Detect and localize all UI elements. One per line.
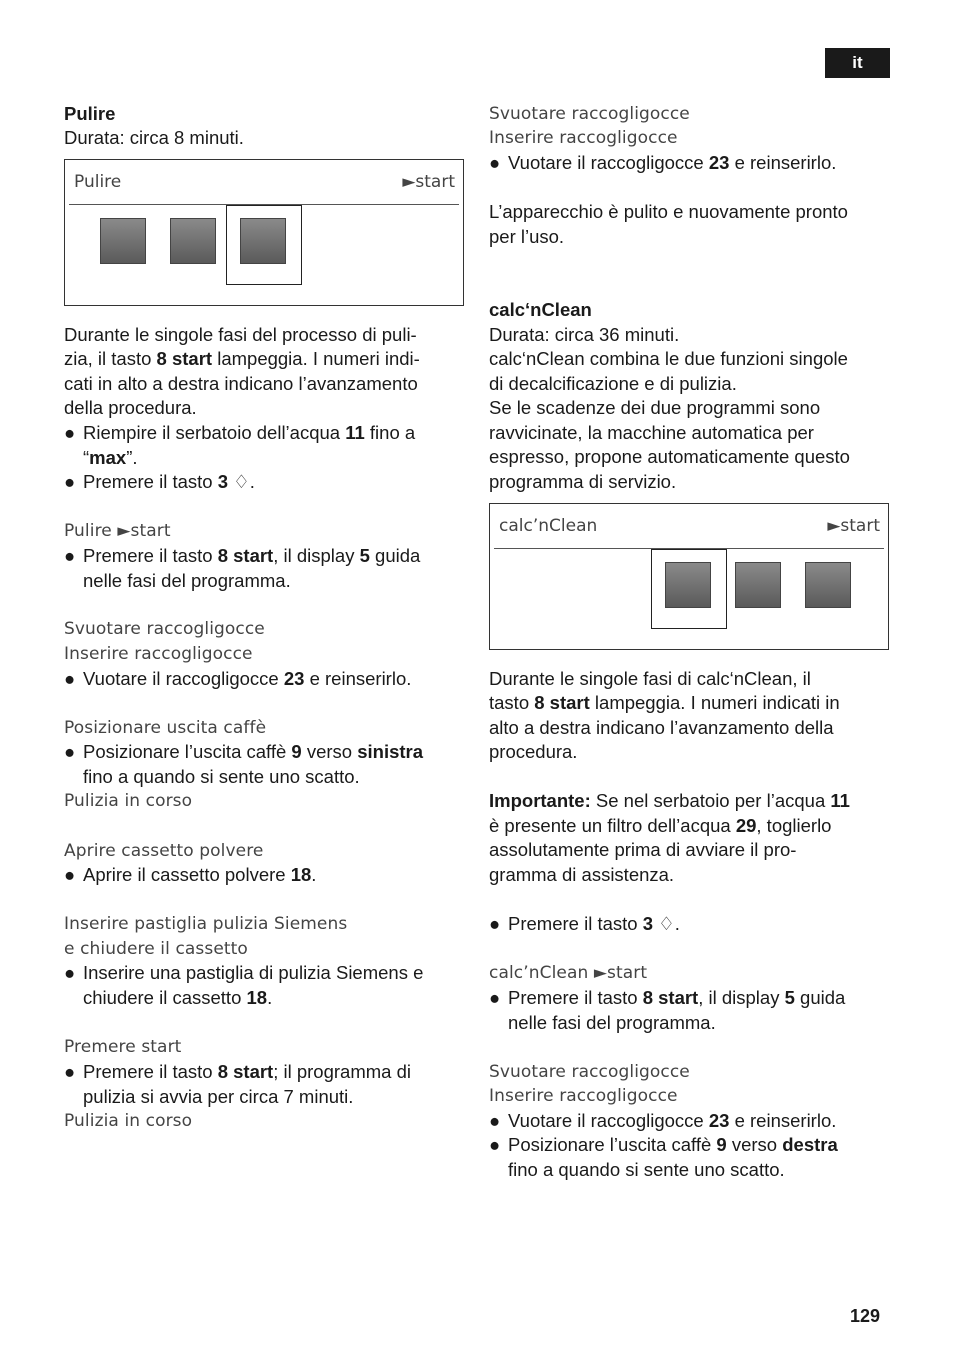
text-span: Premere il tasto: [83, 1061, 218, 1082]
text-span: .: [267, 986, 273, 1008]
text-span: Riempire il serbatoio dell’acqua: [83, 422, 346, 443]
display-message: Svuotare raccogligocce: [489, 1062, 690, 1082]
text-span: fino a quando si sente uno scatto.: [83, 765, 360, 787]
text-span: Premere il tasto: [508, 913, 643, 934]
list-item: ● Premere il tasto 8 start, il display 5 guida nelle fasi del programma.: [489, 986, 889, 1036]
text-span: Premere il tasto: [83, 471, 218, 492]
key-ref: destra: [782, 1134, 838, 1155]
screen-title: Pulire: [74, 172, 122, 192]
milk-glass-icon: [100, 218, 146, 264]
coffee-outlet-icon: [665, 562, 711, 608]
text-span: nelle fasi del programma.: [508, 1011, 716, 1033]
display-message: Svuotare raccogligocce: [489, 104, 690, 124]
list-item: ● Inserire una pastiglia di pulizia Siemens e chiudere il cassetto 18.: [64, 962, 424, 1008]
text-span: verso: [726, 1134, 783, 1155]
display-message: Aprire cassetto polvere: [64, 841, 264, 861]
text-line: alto a destra indicano l’avanzamento della: [489, 717, 834, 738]
display-message: Inserire raccogligocce: [489, 1086, 678, 1106]
text-span: e reinserirlo.: [729, 152, 837, 173]
display-message: Pulizia in corso: [64, 791, 193, 811]
key-ref: sinistra: [357, 741, 424, 762]
text-span: Posizionare l’uscita caffè: [83, 741, 292, 762]
text-span: lampeggia. I numeri indicati in: [589, 692, 840, 713]
text-span: guida: [794, 987, 846, 1008]
display-message: Inserire raccogligocce: [64, 644, 253, 664]
key-ref: 8 start: [217, 545, 274, 566]
key-ref: 29: [735, 815, 757, 836]
text-line: programma di servizio.: [489, 471, 677, 492]
text-line: espresso, propone automaticamente questo: [489, 446, 850, 467]
key-ref: 23: [708, 152, 730, 173]
text-line: Durante le singole fasi del processo di puli-: [64, 324, 417, 345]
display-message: e chiudere il cassetto: [64, 939, 248, 959]
section-heading-calcnclean: calc‘nClean: [489, 299, 592, 320]
key-ref: 8 start: [217, 1061, 274, 1082]
page-number: 129: [850, 1306, 881, 1326]
key-ref: 5: [784, 987, 795, 1008]
list-item: ● Posizionare l’uscita caffè 9 verso destra fino a quando si sente uno scatto.: [489, 1133, 889, 1183]
text-span: chiudere il cassetto: [83, 986, 247, 1008]
list-item: ● Posizionare l’uscita caffè 9 verso sinistra fino a quando si sente uno scatto.: [64, 740, 464, 790]
text-span: Premere il tasto: [83, 545, 218, 566]
text-span: ♢.: [227, 471, 255, 492]
text-span: Premere il tasto: [508, 987, 643, 1008]
key-ref: 8 start: [534, 692, 590, 713]
display-message: calc’nClean ►start: [489, 963, 648, 983]
text-span: verso: [301, 741, 358, 762]
list-item: ● Aprire il cassetto polvere 18.: [64, 864, 317, 885]
display-message: Inserire raccogligocce: [489, 128, 678, 148]
list-item: ● Vuotare il raccogligocce 23 e reinserirlo.: [489, 152, 837, 173]
text-span: nelle fasi del programma.: [83, 569, 291, 591]
text-span: ”.: [126, 446, 138, 468]
text-span: Vuotare il raccogligocce: [508, 152, 709, 173]
text-line: per l’uso.: [489, 226, 565, 247]
display-screen-pulire: [64, 159, 464, 306]
key-ref: 9: [716, 1134, 727, 1155]
text-line: ravvicinate, la macchine automatica per: [489, 422, 814, 443]
text-span: Posizionare l’uscita caffè: [508, 1134, 717, 1155]
display-message: Pulizia in corso: [64, 1111, 193, 1131]
text-span: fino a: [364, 422, 416, 443]
text-line: assolutamente prima di avviare il pro-: [489, 839, 797, 860]
key-ref: 11: [830, 790, 850, 811]
key-ref: 5: [359, 545, 370, 566]
key-ref: max: [89, 446, 127, 468]
text-span: Vuotare il raccogligocce: [508, 1110, 709, 1131]
language-tab: it: [825, 48, 890, 78]
drip-tray-icon: [170, 218, 216, 264]
text-span: e reinserirlo.: [729, 1110, 837, 1131]
key-ref: 23: [283, 668, 305, 689]
text-span: zia, il tasto: [64, 348, 157, 369]
list-item: ● Premere il tasto 3 ♢.: [489, 913, 680, 934]
text-line: della procedura.: [64, 397, 197, 418]
text-span: ; il programma di: [273, 1061, 411, 1082]
milk-glass-icon: [735, 562, 781, 608]
list-item: ● Vuotare il raccogligocce 23 e reinserirlo.: [64, 668, 412, 689]
text-span: Se nel serbatoio per l’acqua: [590, 790, 831, 811]
section-heading-pulire: Pulire: [64, 103, 116, 124]
text-span: lampeggia. I numeri indi-: [212, 348, 420, 369]
screen-start-label: ►start: [402, 172, 455, 192]
key-ref: 18: [290, 864, 312, 885]
text-span: , il display: [698, 987, 785, 1008]
text-line: gramma di assistenza.: [489, 864, 675, 885]
text-span: tasto: [489, 692, 535, 713]
key-ref: 8 start: [156, 348, 213, 369]
key-ref: 18: [246, 986, 268, 1008]
key-ref: 3: [217, 471, 228, 492]
text-span: , toglierlo: [756, 815, 832, 836]
list-item: ● Vuotare il raccogligocce 23 e reinserirlo.: [489, 1110, 837, 1131]
coffee-outlet-icon: [240, 218, 286, 264]
text-span: fino a quando si sente uno scatto.: [508, 1158, 785, 1180]
text-line: Se le scadenze dei due programmi sono: [489, 397, 821, 418]
display-message: Pulire ►start: [64, 521, 171, 541]
display-message: Posizionare uscita caffè: [64, 718, 267, 738]
key-ref: 11: [345, 422, 365, 443]
screen-title: calc’nClean: [499, 516, 598, 536]
text-line: L’apparecchio è pulito e nuovamente pronto: [489, 201, 848, 222]
text-span: guida: [369, 545, 421, 566]
text-line: di decalcificazione e di pulizia.: [489, 373, 737, 394]
key-ref: 9: [291, 741, 302, 762]
text-line: procedura.: [489, 741, 578, 762]
text-line: calc‘nClean combina le due funzioni singole: [489, 348, 848, 369]
key-ref: 23: [708, 1110, 730, 1131]
list-item: ● Premere il tasto 8 start; il programma di pulizia si avvia per circa 7 minuti.: [64, 1060, 464, 1110]
list-item: ● Premere il tasto 8 start, il display 5 guida nelle fasi del programma.: [64, 544, 464, 594]
text-line: cati in alto a destra indicano l’avanzamento: [64, 373, 418, 394]
list-item: ● Premere il tasto 3 ♢.: [64, 471, 255, 492]
text-span: Inserire una pastiglia di pulizia Siemens e: [83, 962, 424, 983]
text-span: e reinserirlo.: [304, 668, 412, 689]
text-span: Vuotare il raccogligocce: [83, 668, 284, 689]
text-span: .: [311, 864, 317, 885]
text-span: Aprire il cassetto polvere: [83, 864, 291, 885]
text-span: “: [83, 446, 90, 468]
key-ref: 3: [642, 913, 653, 934]
text-span: è presente un filtro dell’acqua: [489, 815, 736, 836]
key-ref: 8 start: [642, 987, 699, 1008]
text-span: , il display: [273, 545, 360, 566]
screen-start-label: ►start: [827, 516, 880, 536]
display-message: Svuotare raccogligocce: [64, 619, 265, 639]
list-item: ● Riempire il serbatoio dell’acqua 11 fino a “max”.: [64, 422, 416, 468]
text-line: Durante le singole fasi di calc‘nClean, il: [489, 668, 811, 689]
text-span: ♢.: [652, 913, 680, 934]
duration-text: Durata: circa 8 minuti.: [64, 127, 244, 148]
text-span: pulizia si avvia per circa 7 minuti.: [83, 1085, 354, 1107]
display-screen-calcnclean: [489, 503, 889, 650]
display-message: Inserire pastiglia pulizia Siemens: [64, 914, 348, 934]
note-label: Importante:: [489, 790, 591, 811]
display-message: Premere start: [64, 1037, 182, 1057]
text-line: Durata: circa 36 minuti.: [489, 324, 680, 345]
drip-tray-icon: [805, 562, 851, 608]
important-note: [489, 789, 850, 814]
